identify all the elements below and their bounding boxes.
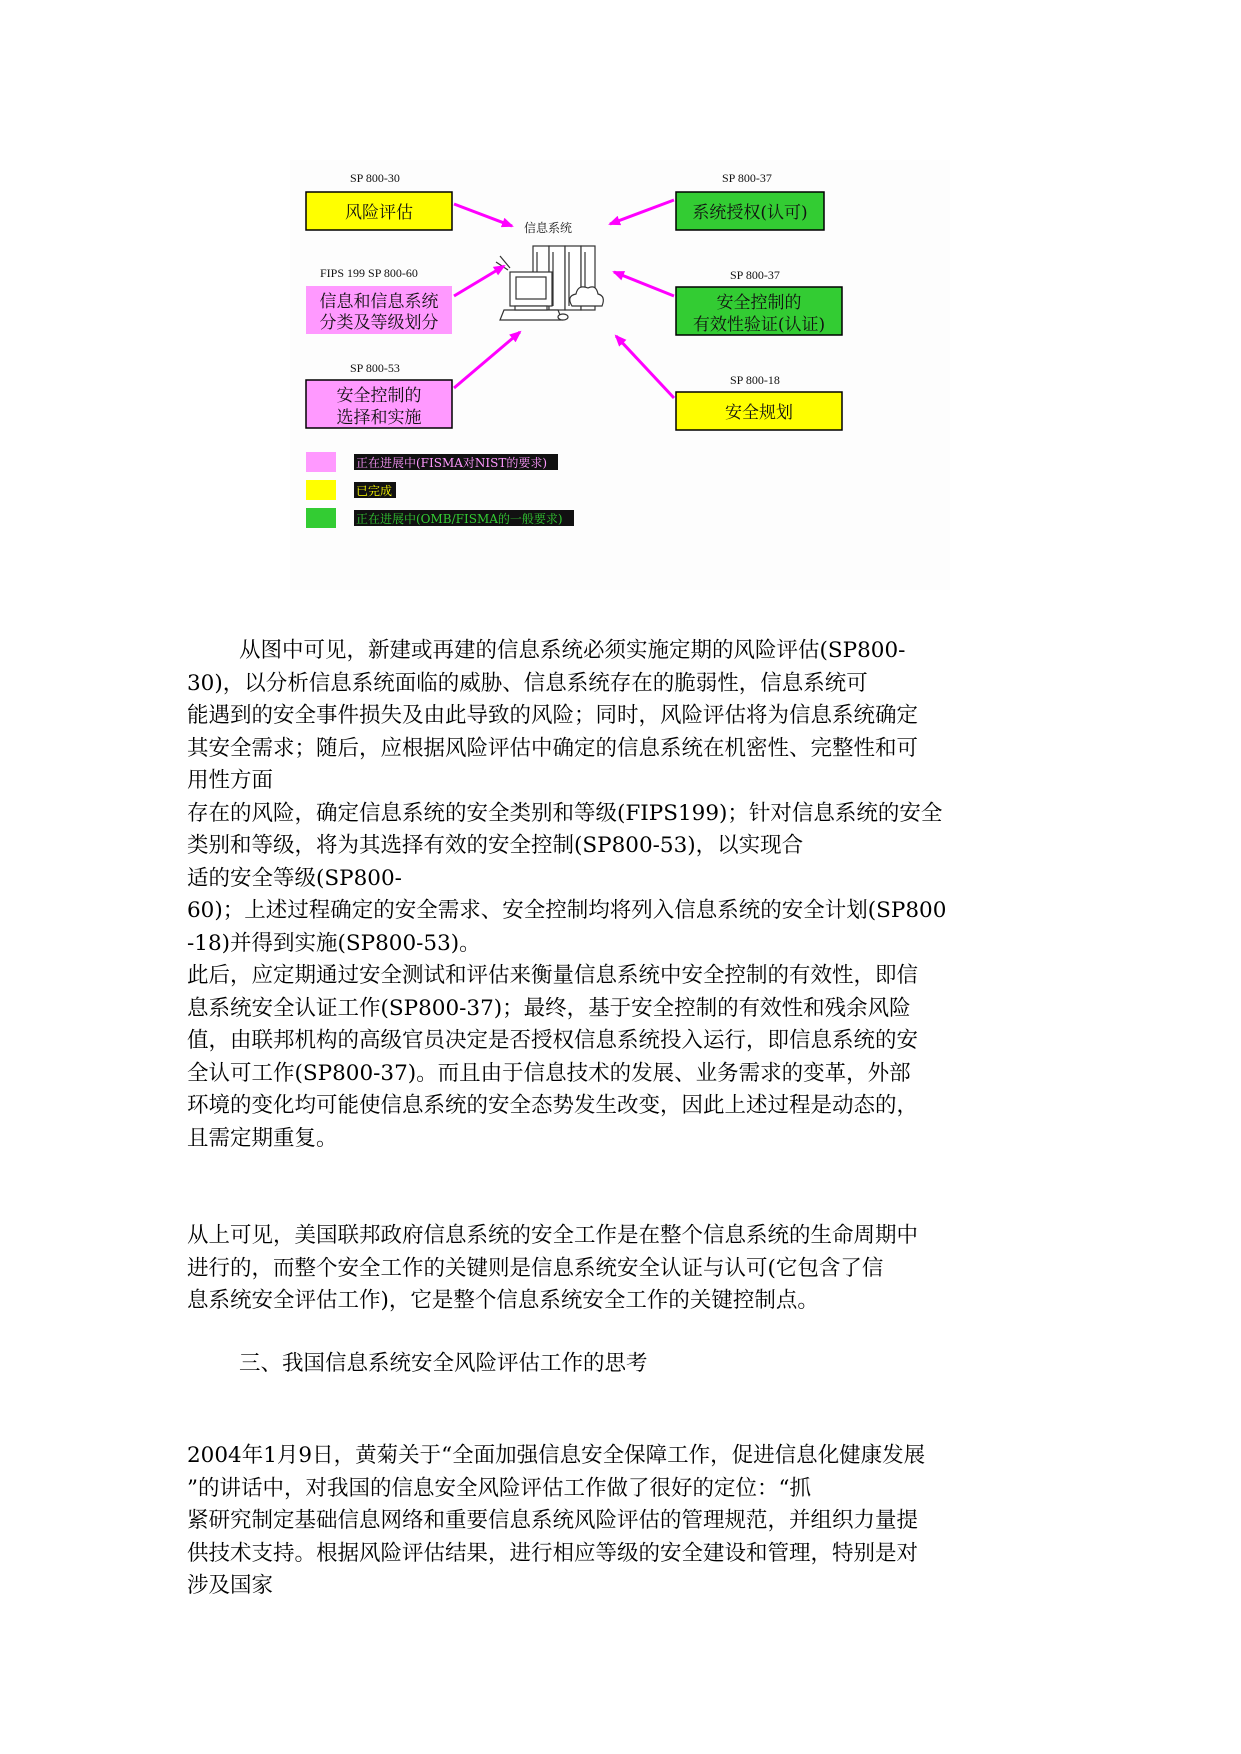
box-control-verification-line2: 有效性验证(认证)	[692, 315, 826, 335]
paragraph-line: 息系统安全评估工作)，它是整个信息系统安全工作的关键控制点。	[187, 1288, 819, 1313]
paragraph-line: 其安全需求；随后，应根据风险评估中确定的信息系统在机密性、完整性和可	[187, 735, 919, 761]
box-control-selection-line2: 选择和实施	[336, 408, 422, 428]
paragraph-line: 紧研究制定基础信息网络和重要信息系统风险评估的管理规范，并组织力量提	[187, 1508, 919, 1533]
legend-swatch-pink	[306, 452, 336, 472]
paragraph-line: 60)；上述过程确定的安全需求、安全控制均将列入信息系统的安全计划(SP800	[187, 898, 947, 923]
paragraph-line: 且需定期重复。	[187, 1125, 338, 1151]
ref-risk-assessment: SP 800-30	[350, 171, 400, 185]
paragraph-line: 用性方面	[187, 768, 274, 793]
box-control-selection-line1: 安全控制的	[336, 386, 422, 406]
paragraph-line: 30)，以分析信息系统面临的威胁、信息系统存在的脆弱性，信息系统可	[187, 670, 868, 696]
paragraph-line: ”的讲话中，对我国的信息安全风险评估工作做了很好的定位：“抓	[187, 1475, 811, 1501]
box-control-verification-line1: 安全控制的	[716, 293, 802, 313]
paragraph-line: 全认可工作(SP800-37)。而且由于信息技术的发展、业务需求的变革，外部	[187, 1060, 911, 1086]
security-process-figure	[290, 160, 950, 590]
legend-label-green: 正在进展中(OMB/FISMA的一般要求)	[356, 512, 563, 526]
paragraph-3	[187, 1440, 1067, 1603]
box-categorization-line1: 信息和信息系统	[319, 292, 439, 312]
paragraph-2	[187, 1220, 1067, 1318]
ref-control-verification: SP 800-37	[730, 268, 780, 282]
box-categorization-line2: 分类及等级划分	[319, 313, 439, 333]
paragraph-line: 环境的变化均可能使信息系统的安全态势发生改变，因此上述过程是动态的，	[187, 1093, 919, 1118]
paragraph-line: 值，由联邦机构的高级官员决定是否授权信息系统投入运行，即信息系统的安	[187, 1028, 919, 1053]
ref-authorization: SP 800-37	[722, 171, 772, 185]
paragraph-line: 适的安全等级(SP800-	[187, 865, 402, 891]
legend-label-yellow: 已完成	[356, 484, 393, 498]
section-heading	[187, 1348, 1067, 1381]
paragraph-1	[187, 635, 1067, 1155]
legend-swatch-yellow	[306, 480, 336, 500]
ref-security-planning: SP 800-18	[730, 373, 780, 387]
paragraph-line: 涉及国家	[187, 1573, 274, 1598]
paragraph-line: 息系统安全认证工作(SP800-37)；最终，基于安全控制的有效性和残余风险	[187, 995, 911, 1021]
paragraph-line: 从上可见，美国联邦政府信息系统的安全工作是在整个信息系统的生命周期中	[187, 1223, 919, 1248]
ref-control-selection: SP 800-53	[350, 361, 400, 375]
paragraph-line: 从图中可见，新建或再建的信息系统必须实施定期的风险评估(SP800-	[239, 638, 906, 663]
paragraph-line: -18)并得到实施(SP800-53)。	[187, 930, 481, 956]
legend-label-pink: 正在进展中(FISMA对NIST的要求)	[356, 456, 548, 470]
paragraph-line: 存在的风险，确定信息系统的安全类别和等级(FIPS199)；针对信息系统的安全	[187, 800, 943, 826]
section-heading-text: 三、我国信息系统安全风险评估工作的思考	[239, 1351, 648, 1376]
ref-categorization: FIPS 199 SP 800-60	[320, 266, 418, 280]
paragraph-line: 2004年1月9日，黄菊关于“全面加强信息安全保障工作，促进信息化健康发展	[187, 1443, 926, 1468]
box-authorization-label: 系统授权(认可)	[692, 203, 808, 223]
center-label: 信息系统	[523, 221, 573, 235]
box-risk-assessment-label: 风险评估	[345, 203, 413, 223]
legend-swatch-green	[306, 508, 336, 528]
figure-svg	[290, 160, 950, 590]
box-security-planning-label: 安全规划	[725, 403, 793, 423]
paragraph-line: 能遇到的安全事件损失及由此导致的风险；同时，风险评估将为信息系统确定	[187, 703, 919, 728]
paragraph-line: 进行的，而整个安全工作的关键则是信息系统安全认证与认可(它包含了信	[187, 1255, 884, 1281]
paragraph-line: 供技术支持。根据风险评估结果，进行相应等级的安全建设和管理，特别是对	[187, 1540, 919, 1566]
paragraph-line: 类别和等级，将为其选择有效的安全控制(SP800-53)，以实现合	[187, 833, 804, 858]
paragraph-line: 此后，应定期通过安全测试和评估来衡量信息系统中安全控制的有效性，即信	[187, 963, 919, 988]
